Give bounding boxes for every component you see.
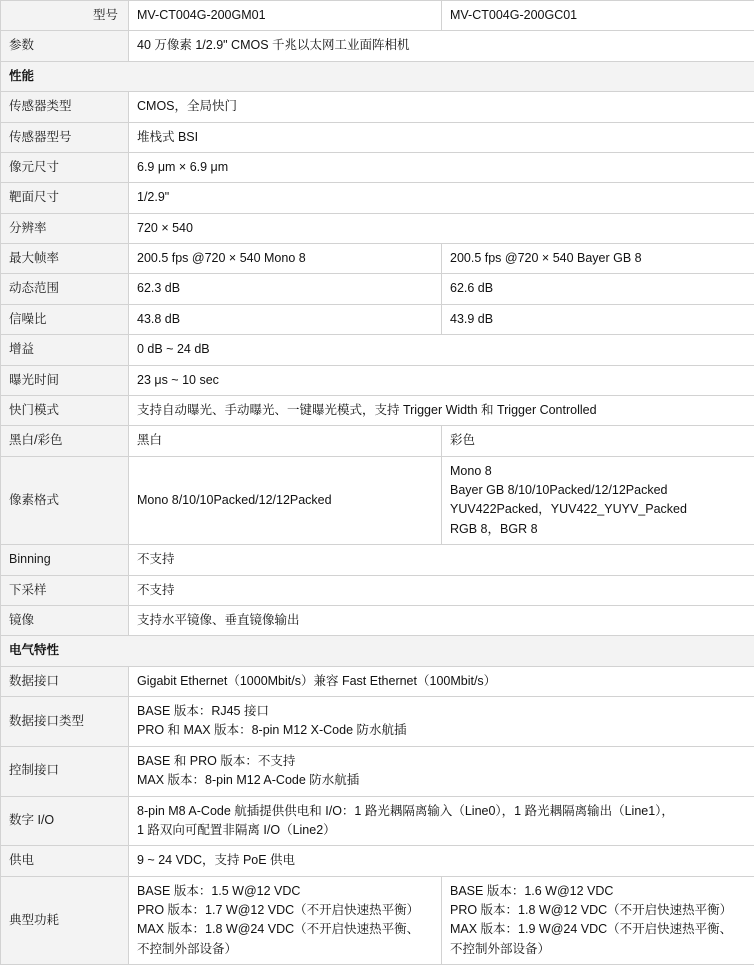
row-label: 数字 I/O — [1, 796, 129, 846]
cell-line-group — [137, 752, 746, 791]
row-label: 分辨率 — [1, 213, 129, 243]
row-value: 不支持 — [129, 545, 754, 575]
table-row — [1, 152, 754, 182]
row-label: Binning — [1, 545, 129, 575]
header-model-1: MV-CT004G-200GM01 — [129, 1, 442, 31]
header-label-cell: 型号 — [1, 1, 129, 31]
row-value-color — [442, 456, 754, 545]
row-label: 典型功耗 — [1, 876, 129, 965]
row-value-mono: 43.8 dB — [129, 304, 442, 334]
table-row — [1, 796, 754, 846]
row-value-mono: Mono 8/10/10Packed/12/12Packed — [129, 456, 442, 545]
cell-line-group — [450, 882, 746, 960]
cell-line-group — [137, 702, 746, 741]
row-value: 堆栈式 BSI — [129, 122, 754, 152]
row-value-mono: 200.5 fps @720 × 540 Mono 8 — [129, 244, 442, 274]
spec-table-body — [1, 1, 754, 965]
row-label: 黑白/彩色 — [1, 426, 129, 456]
table-row — [1, 395, 754, 425]
row-label: 传感器型号 — [1, 122, 129, 152]
row-label: 镜像 — [1, 605, 129, 635]
cell-line: YUV422Packed，YUV422_YUYV_Packed — [450, 500, 746, 519]
row-label: 供电 — [1, 846, 129, 876]
table-row — [1, 575, 754, 605]
section-title: 电气特性 — [1, 636, 754, 666]
table-row — [1, 846, 754, 876]
table-row — [1, 335, 754, 365]
table-row — [1, 213, 754, 243]
table-row — [1, 365, 754, 395]
row-label: 动态范围 — [1, 274, 129, 304]
cell-line: PRO 和 MAX 版本：8-pin M12 X-Code 防水航插 — [137, 721, 746, 740]
cell-line-group — [450, 462, 746, 540]
table-row — [1, 92, 754, 122]
row-label: 数据接口 — [1, 666, 129, 696]
row-label: 下采样 — [1, 575, 129, 605]
row-value: 9 ~ 24 VDC，支持 PoE 供电 — [129, 846, 754, 876]
row-value-color: 43.9 dB — [442, 304, 754, 334]
cell-line: PRO 版本：1.7 W@12 VDC（不开启快速热平衡） — [137, 901, 433, 920]
cell-line: BASE 版本：1.5 W@12 VDC — [137, 882, 433, 901]
cell-line: Bayer GB 8/10/10Packed/12/12Packed — [450, 481, 746, 500]
table-row — [1, 605, 754, 635]
cell-line: BASE 版本：RJ45 接口 — [137, 702, 746, 721]
table-row — [1, 697, 754, 747]
header-model-2: MV-CT004G-200GC01 — [442, 1, 754, 31]
cell-line: 1 路双向可配置非隔离 I/O（Line2） — [137, 821, 746, 840]
cell-line: MAX 版本：1.8 W@24 VDC（不开启快速热平衡、 — [137, 920, 433, 939]
row-label: 数据接口类型 — [1, 697, 129, 747]
table-header-row — [1, 1, 754, 31]
row-label: 增益 — [1, 335, 129, 365]
table-row — [1, 426, 754, 456]
row-label: 信噪比 — [1, 304, 129, 334]
table-row — [1, 746, 754, 796]
section-header-row — [1, 636, 754, 666]
cell-line: 8-pin M8 A-Code 航插提供供电和 I/O：1 路光耦隔离输入（Line0），1 路光耦隔离输出（Line1）， — [137, 802, 746, 821]
row-value-color: 彩色 — [442, 426, 754, 456]
cell-line-group — [137, 882, 433, 960]
subheader-value-cell: 40 万像素 1/2.9" CMOS 千兆以太网工业面阵相机 — [129, 31, 754, 61]
row-label: 靶面尺寸 — [1, 183, 129, 213]
row-value: 1/2.9" — [129, 183, 754, 213]
row-value-color: 200.5 fps @720 × 540 Bayer GB 8 — [442, 244, 754, 274]
row-label: 最大帧率 — [1, 244, 129, 274]
cell-line: PRO 版本：1.8 W@12 VDC（不开启快速热平衡） — [450, 901, 746, 920]
table-row — [1, 122, 754, 152]
row-value: Gigabit Ethernet（1000Mbit/s）兼容 Fast Ethernet（100Mbit/s） — [129, 666, 754, 696]
cell-line: MAX 版本：8-pin M12 A-Code 防水航插 — [137, 771, 746, 790]
section-title: 性能 — [1, 61, 754, 91]
row-value: CMOS，全局快门 — [129, 92, 754, 122]
row-value: 0 dB ~ 24 dB — [129, 335, 754, 365]
table-row — [1, 876, 754, 965]
table-row — [1, 456, 754, 545]
table-row — [1, 244, 754, 274]
row-value-mono — [129, 876, 442, 965]
row-value: 720 × 540 — [129, 213, 754, 243]
table-row — [1, 274, 754, 304]
table-subheader-row — [1, 31, 754, 61]
table-row — [1, 545, 754, 575]
row-label: 快门模式 — [1, 395, 129, 425]
row-label: 曝光时间 — [1, 365, 129, 395]
row-value-mono: 黑白 — [129, 426, 442, 456]
table-row — [1, 666, 754, 696]
cell-line: 不控制外部设备） — [450, 940, 746, 959]
row-value — [129, 746, 754, 796]
cell-line: MAX 版本：1.9 W@24 VDC（不开启快速热平衡、 — [450, 920, 746, 939]
cell-line: BASE 版本：1.6 W@12 VDC — [450, 882, 746, 901]
row-value — [129, 796, 754, 846]
cell-line: 不控制外部设备） — [137, 940, 433, 959]
row-value — [129, 697, 754, 747]
subheader-label-cell: 参数 — [1, 31, 129, 61]
row-label: 像元尺寸 — [1, 152, 129, 182]
row-value-color — [442, 876, 754, 965]
row-label: 控制接口 — [1, 746, 129, 796]
row-value: 不支持 — [129, 575, 754, 605]
row-value: 支持自动曝光、手动曝光、一键曝光模式，支持 Trigger Width 和 Trigger Controlled — [129, 395, 754, 425]
section-header-row — [1, 61, 754, 91]
cell-line: BASE 和 PRO 版本：不支持 — [137, 752, 746, 771]
table-row — [1, 304, 754, 334]
cell-line-group — [137, 802, 746, 841]
table-row — [1, 183, 754, 213]
cell-line: RGB 8，BGR 8 — [450, 520, 746, 539]
row-value-mono: 62.3 dB — [129, 274, 442, 304]
row-label: 像素格式 — [1, 456, 129, 545]
row-value: 6.9 μm × 6.9 μm — [129, 152, 754, 182]
cell-line: Mono 8 — [450, 462, 746, 481]
row-value-color: 62.6 dB — [442, 274, 754, 304]
row-value: 支持水平镜像、垂直镜像输出 — [129, 605, 754, 635]
row-value: 23 μs ~ 10 sec — [129, 365, 754, 395]
row-label: 传感器类型 — [1, 92, 129, 122]
